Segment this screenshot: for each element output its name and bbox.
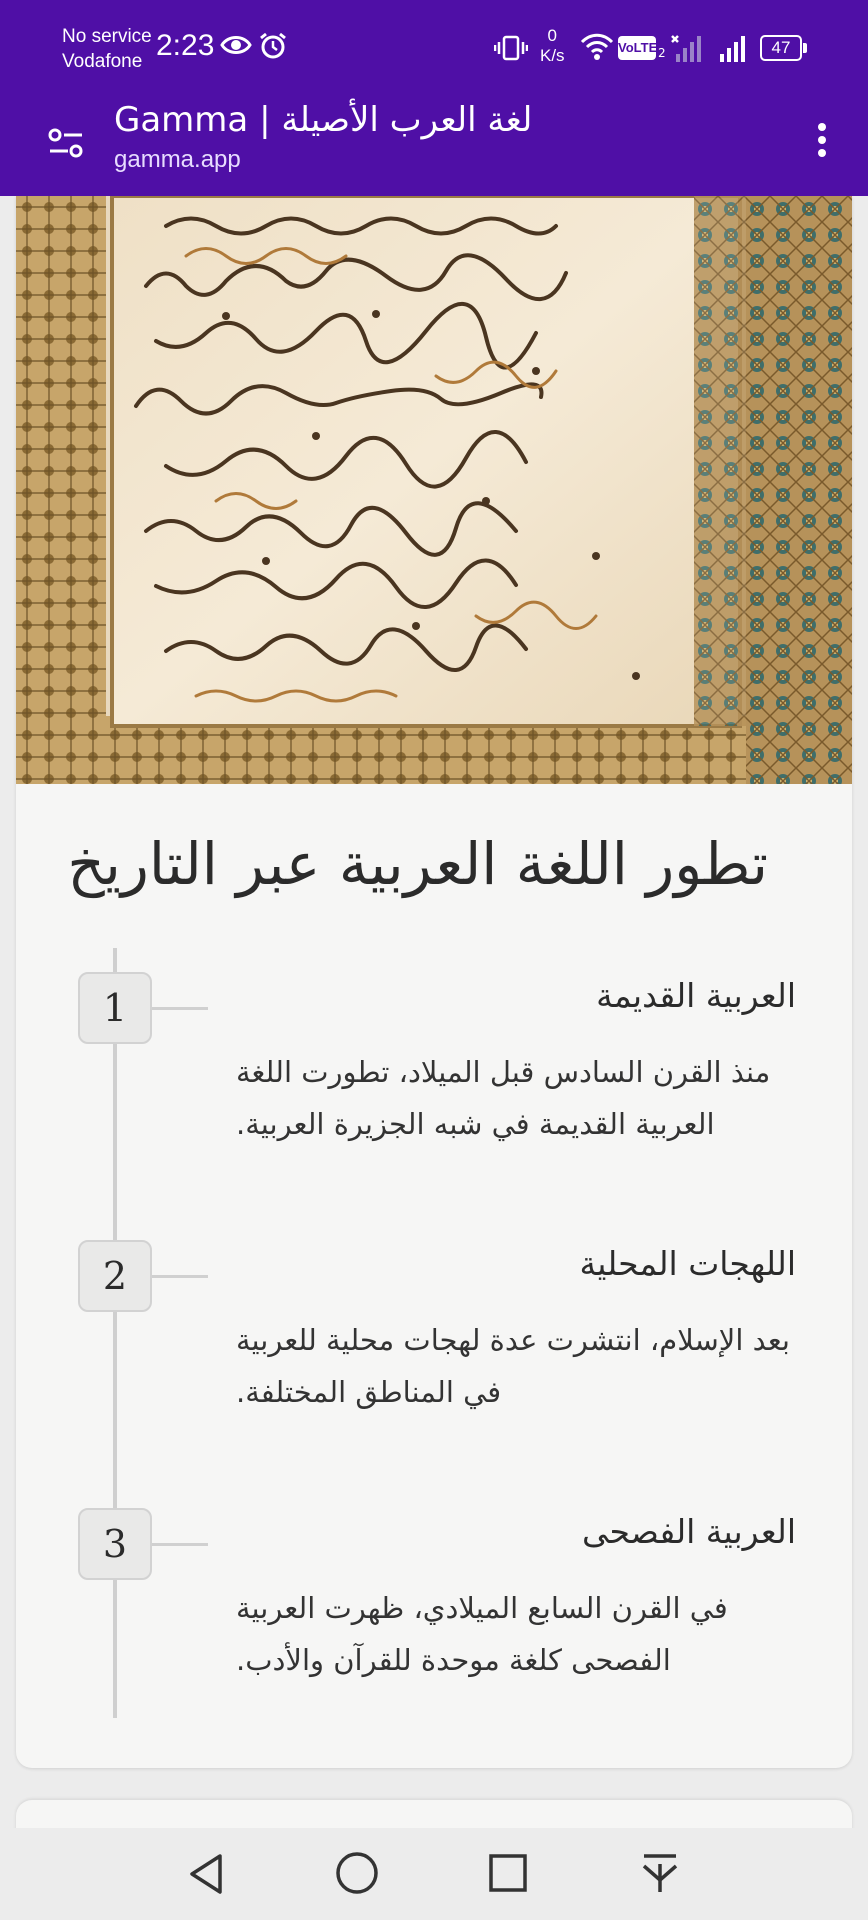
- clock: 2:23: [156, 29, 215, 62]
- speed-unit: K/s: [540, 46, 565, 65]
- timeline-line: [113, 948, 117, 1718]
- step-number-box: 1: [78, 972, 152, 1044]
- battery-indicator: 47: [760, 35, 802, 61]
- more-vert-icon[interactable]: [812, 118, 832, 168]
- back-icon[interactable]: [186, 1852, 226, 1896]
- step-description-line: في المناطق المختلفة.: [236, 1375, 502, 1409]
- step-description-line: العربية القديمة في شبه الجزيرة العربية.: [236, 1107, 715, 1141]
- step-description-line: منذ القرن السادس قبل الميلاد، تطورت اللغة: [236, 1055, 771, 1089]
- page-title: Gamma | لغة العرب الأصيلة: [114, 100, 533, 140]
- carrier-info: [62, 24, 152, 74]
- sim-slot: 2: [658, 46, 666, 60]
- carrier-line-2: Vodafone: [62, 51, 143, 72]
- page-url: gamma.app: [114, 146, 241, 173]
- navigation-bar: [0, 1828, 868, 1920]
- signal-sim1-icon: [718, 32, 750, 64]
- step-heading-text: العربية الفصحى: [581, 1512, 796, 1551]
- step-description: [236, 1582, 816, 1686]
- step-description-line: الفصحى كلغة موحدة للقرآن والأدب.: [236, 1643, 671, 1677]
- status-bar: [0, 0, 868, 96]
- alarm-icon: [258, 31, 288, 61]
- step-heading: [236, 1244, 796, 1283]
- tune-icon[interactable]: [48, 120, 84, 168]
- step-description-line: في القرن السابع الميلادي، ظهرت العربية: [236, 1591, 728, 1625]
- manuscript-image: [16, 196, 852, 784]
- step-number-box: 2: [78, 1240, 152, 1312]
- wifi-icon: [580, 32, 614, 62]
- step-heading-text: العربية القديمة: [596, 976, 796, 1015]
- step-heading-text: اللهجات المحلية: [579, 1244, 796, 1283]
- recents-icon[interactable]: [488, 1852, 528, 1894]
- signal-sim2-icon: [668, 32, 704, 64]
- next-card: [16, 1800, 852, 1828]
- step-number-box: 3: [78, 1508, 152, 1580]
- carrier-line-1: No service: [62, 26, 152, 47]
- eye-icon: [220, 32, 252, 58]
- presentation-card: [16, 196, 852, 1768]
- home-icon[interactable]: [334, 1850, 380, 1896]
- step-description: [236, 1314, 816, 1418]
- network-speed: [540, 26, 565, 66]
- app-bar: [0, 96, 868, 196]
- speed-value: 0: [547, 26, 558, 45]
- download-icon[interactable]: [640, 1852, 680, 1896]
- page-content[interactable]: [0, 196, 868, 1828]
- timeline-connector: [152, 1543, 208, 1546]
- step-heading: [236, 1512, 796, 1551]
- timeline-connector: [152, 1007, 208, 1010]
- section-title: تطور اللغة العربية عبر التاريخ: [67, 830, 768, 898]
- volte-badge: VoLTE: [618, 36, 656, 60]
- vibrate-icon: [494, 34, 528, 62]
- step-heading: [236, 976, 796, 1015]
- step-description: [236, 1046, 816, 1150]
- timeline-connector: [152, 1275, 208, 1278]
- step-description-line: بعد الإسلام، انتشرت عدة لهجات محلية للعربية: [236, 1323, 790, 1357]
